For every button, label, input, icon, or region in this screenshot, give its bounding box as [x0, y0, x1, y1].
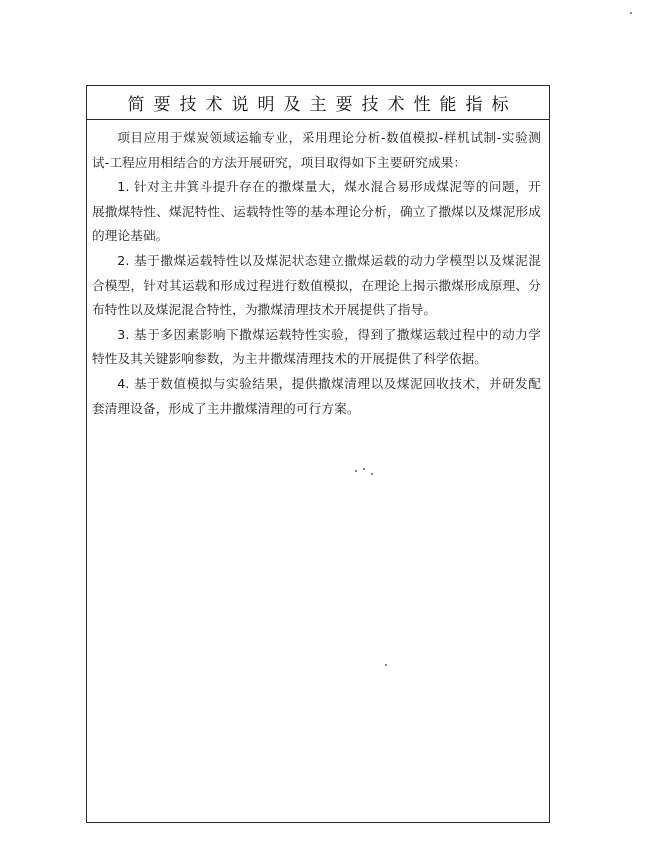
title-row: [87, 86, 549, 120]
intro-paragraph: 项目应用于煤炭领域运输专业，采用理论分析-数值模拟-样机试制-实验测试-工程应用相结合的方法开展研究，项目取得如下主要研究成果：: [92, 130, 541, 170]
result-paragraph-3: 3. 基于多因素影响下撒煤运载特性实验，得到了撒煤运载过程中的动力学特性及其关键影响参数，为主井撒煤清理技术的开展提供了科学依据。: [92, 326, 541, 367]
scan-speck: [355, 470, 357, 472]
scan-speck: [630, 12, 632, 14]
section-title: 简要技术说明及主要技术性能指标: [127, 95, 518, 115]
scan-speck: [385, 664, 387, 666]
result-paragraph-1: 1. 针对主井箕斗提升存在的撒煤量大，煤水混合易形成煤泥等的问题，开展撒煤特性、煤泥特性、运载特性等的基本理论分析，确立了撒煤以及煤泥形成的理论基础。: [92, 179, 541, 244]
scan-speck: [363, 468, 365, 470]
form-table: [86, 85, 550, 823]
result-paragraph-2: 2. 基于撒煤运载特性以及煤泥状态建立撒煤运载的动力学模型以及煤泥混合模型，针对其运载和形成过程进行数值模拟，在理论上揭示撒煤形成原理、分布特性以及煤泥混合特性，为撒煤清理技术开展提供了指导。: [92, 252, 541, 318]
content-body: [87, 120, 549, 421]
scan-speck: [371, 473, 373, 475]
result-paragraph-4: 4. 基于数值模拟与实验结果，提供撒煤清理以及煤泥回收技术，并研发配套清理设备，形成了主井撒煤清理的可行方案。: [92, 375, 541, 416]
